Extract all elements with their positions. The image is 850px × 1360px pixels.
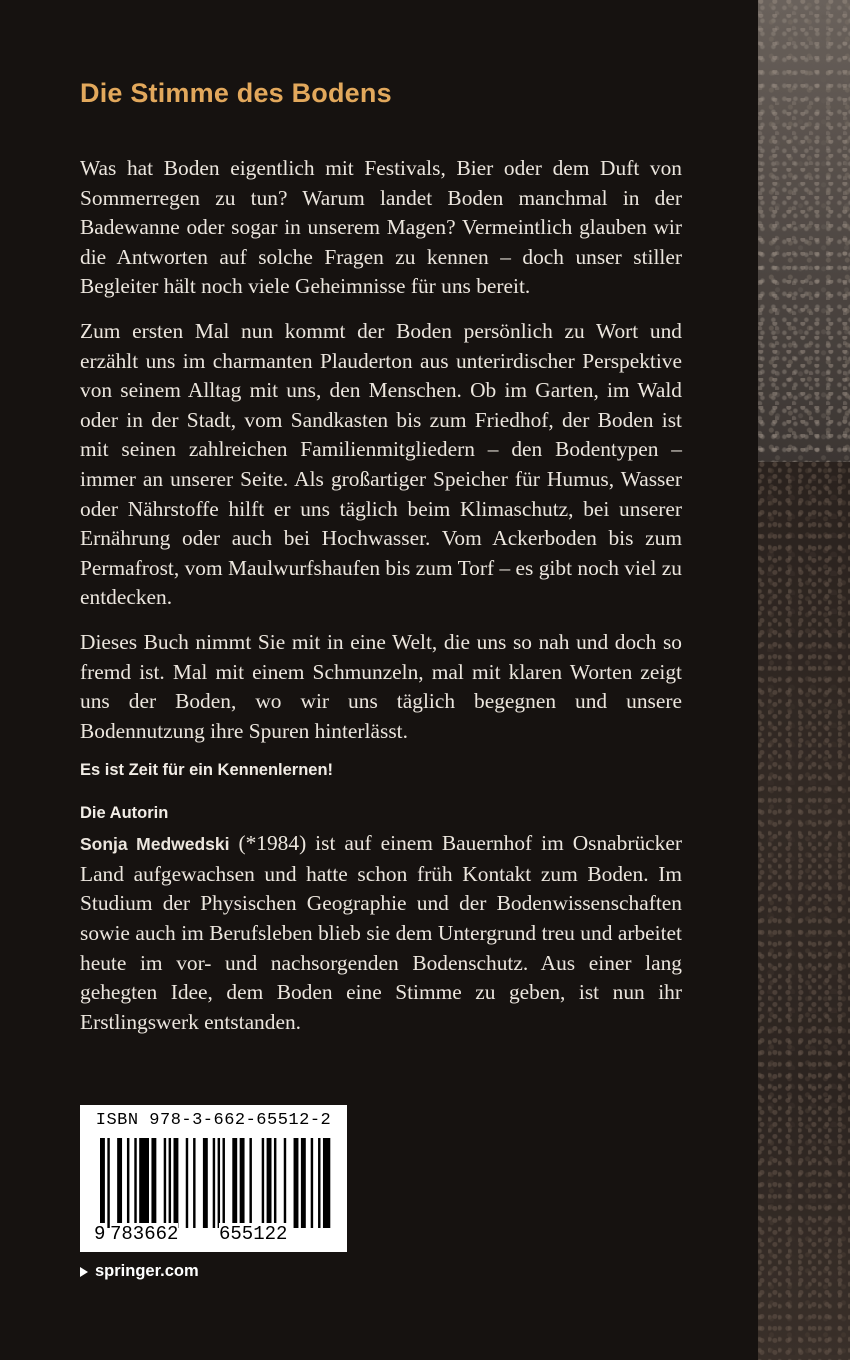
- barcode-bar: [213, 1138, 215, 1228]
- isbn-label: ISBN 978-3-662-65512-2: [95, 1111, 332, 1130]
- barcode-bar: [232, 1138, 237, 1228]
- publisher-link[interactable]: [80, 1262, 199, 1281]
- barcode-bar: [223, 1138, 225, 1228]
- barcode-bar: [311, 1138, 313, 1228]
- barcode-bar: [134, 1138, 136, 1228]
- barcode-digit-group-right: 655122: [219, 1223, 288, 1245]
- barcode-bar: [284, 1138, 286, 1228]
- barcode-digits: [80, 1223, 347, 1247]
- author-bio: [80, 829, 682, 1037]
- barcode-digit-lead: 9: [94, 1223, 106, 1245]
- blurb-paragraph-2: Zum ersten Mal nun kommt der Boden persönlich zu Wort und erzählt uns im charmanten Plauderton aus unterirdischer Perspektive von seinem Alltag mit uns, den Menschen. Ob im Garten, im Wald oder in der Stadt, vom Sandkasten bis zum Friedhof, der Boden ist mit seinen zahlreichen Familienmitgliedern – den Bodentypen – immer an unserer Seite. Als großartiger Speicher für Humus, Wasser oder Nährstoffe hilft er uns täglich beim Klimaschutz, bei unserer Ernährung oder auch bei Hochwasser. Vom Ackerboden bis zum Permafrost, vom Maulwurfshaufen bis zum Torf – es gibt noch viel zu entdecken.: [80, 318, 682, 610]
- author-heading: Die Autorin: [80, 804, 169, 823]
- blurb-paragraph-3: Dieses Buch nimmt Sie mit in eine Welt, die uns so nah und doch so fremd ist. Mal mit einem Schmunzeln, mal mit klaren Worten zeigt uns der Boden, wo wir uns täglich begegnen und unsere Bodennutzung ihre Spuren hinterlässt.: [80, 629, 682, 743]
- barcode-bar: [274, 1138, 276, 1228]
- book-title: Die Stimme des Bodens: [80, 78, 392, 108]
- barcode-bar: [151, 1138, 156, 1228]
- publisher-label: springer.com: [95, 1262, 199, 1280]
- barcode-bar: [193, 1138, 195, 1228]
- blurb-paragraph-1: Was hat Boden eigentlich mit Festivals, Bier oder dem Duft von Sommerregen zu tun? Warum landet Boden manchmal in der Badewanne oder sogar in unserem Magen? Vermeintlich glauben wir die Antworten auf solche Fragen zu kennen – doch unser stiller Begleiter hält noch viele Geheimnisse für uns bereit.: [80, 156, 682, 299]
- soil-texture-upper: [758, 0, 850, 462]
- barcode-bar: [186, 1138, 188, 1228]
- soil-image-strip: [758, 0, 850, 1360]
- barcode-bar: [117, 1138, 122, 1228]
- barcode-bar: [107, 1138, 109, 1228]
- barcode-bar: [294, 1138, 299, 1228]
- barcode-bar: [249, 1138, 251, 1228]
- barcode-bar: [174, 1138, 179, 1228]
- barcode-bar: [318, 1138, 320, 1228]
- barcode-bar: [164, 1138, 166, 1228]
- barcode-bar: [323, 1138, 330, 1228]
- isbn-barcode: [80, 1105, 347, 1252]
- barcode-bar: [203, 1138, 208, 1228]
- barcode-bars: [80, 1138, 347, 1230]
- barcode-bar: [240, 1138, 245, 1228]
- barcode-bar: [218, 1138, 220, 1228]
- barcode-bar: [127, 1138, 129, 1228]
- callout-line: Es ist Zeit für ein Kennenlernen!: [80, 761, 334, 780]
- arrow-right-icon: [80, 1267, 88, 1277]
- barcode-bar: [139, 1138, 149, 1228]
- barcode-bar: [169, 1138, 171, 1228]
- barcode-bar: [267, 1138, 272, 1228]
- blurb-text-area: [80, 70, 682, 1037]
- author-bio-text: (*1984) ist auf einem Bauernhof im Osnabrücker Land aufgewachsen und hatte schon früh Kontakt zum Boden. Im Studium der Physischen Geographie und der Bodenwissenschaften sowie auch im Berufsleben blieb sie dem Untergrund treu und arbeitet heute im vor- und nachsorgenden Bodenschutz. Aus einer lang gehegten Idee, dem Boden eine Stimme zu geben, ist nun ihr Erstlingswerk entstanden.: [80, 831, 682, 1034]
- barcode-bar: [301, 1138, 306, 1228]
- barcode-bar: [100, 1138, 105, 1228]
- barcode-digit-group-left: 783662: [110, 1223, 179, 1245]
- barcode-bar: [262, 1138, 264, 1228]
- author-name: Sonja Medwedski: [80, 834, 230, 855]
- soil-texture-lower: [758, 462, 850, 1360]
